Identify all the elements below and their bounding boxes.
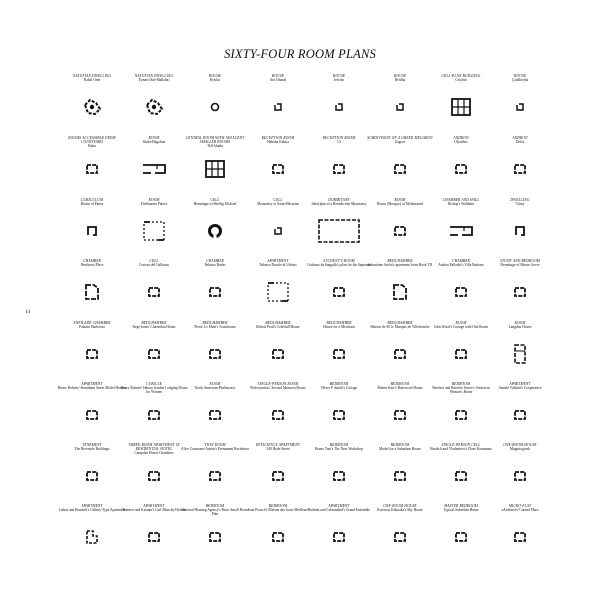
room-source-caption: The Riverside Buildings: [74, 447, 110, 452]
room-type-label: BEDROOM: [451, 382, 471, 386]
room-type-label: EFFICIENCY APARTMENT: [255, 443, 301, 447]
floor-plan-icon: [334, 102, 344, 112]
floor-plan-icon: [393, 470, 407, 482]
room-type-label: APARTMENT: [509, 382, 531, 386]
room-plan-entry: [365, 321, 435, 329]
room-type-label: STUDY AND BEDROOM: [500, 259, 540, 263]
room-source-caption: Henry Roberts' Hatton Garden Lodging House for Women: [120, 386, 188, 395]
room-source-caption: xArchitects' Carmel Place: [501, 508, 539, 513]
room-type-label: MASTER BEDROOM: [444, 504, 478, 508]
room-source-caption: Fishbourne Palace: [140, 202, 168, 207]
room-type-label: ROOM: [148, 136, 160, 140]
room-type-label: NATUFIAN DWELLING: [134, 74, 174, 78]
room-type-label: HOUSE: [208, 74, 222, 78]
floor-plan-icon: [454, 470, 468, 482]
floor-plan-icon: [204, 159, 226, 179]
room-type-label: ROOM: [209, 382, 221, 386]
room-plan-entry: [243, 504, 313, 512]
room-source-caption: Perfectionists' Second Mansion House: [250, 386, 306, 391]
room-source-caption: Bordich and Vladimirov's Dom-Kommuna: [430, 447, 492, 452]
floor-plan-icon: [332, 531, 346, 543]
room-type-label: ANDRON: [453, 136, 469, 140]
room-type-label: SINGLE-PERSON CELL: [441, 443, 481, 447]
room-plan-entry: [243, 259, 313, 267]
room-source-caption: Penshurst Place: [80, 263, 104, 268]
floor-plan-icon: [271, 409, 285, 421]
floor-plan-icon: [147, 531, 161, 543]
room-type-label: HOUSE: [332, 74, 346, 78]
floor-plan-icon: [85, 348, 99, 360]
room-source-caption: Typical Suburban Home: [443, 508, 479, 513]
room-type-label: CHAMBER: [83, 259, 101, 263]
floor-plan-icon: [143, 97, 165, 117]
floor-plan-icon: [391, 282, 409, 302]
room-source-caption: Shahr-Hagoltan: [142, 140, 166, 145]
room-plan-entry: [119, 198, 189, 206]
floor-plan-icon: [448, 225, 474, 237]
floor-plan-icon: [208, 531, 222, 543]
room-source-caption: Alice Constance Austin's Permanent Residence: [181, 447, 249, 452]
floor-plan-icon: [454, 348, 468, 360]
room-plan-entry: [365, 259, 435, 267]
floor-plan-icon: [450, 97, 472, 117]
room-source-caption: Teemrer and Kastner's Carl Munchy Houses: [122, 508, 186, 513]
room-plan-entry: [57, 198, 127, 206]
room-plan-entry: [180, 382, 250, 390]
room-type-label: APARTMENT: [81, 382, 103, 386]
room-source-caption: House (Mosque) of Mohammed: [376, 202, 424, 207]
room-source-caption: Zagora: [394, 140, 406, 145]
room-source-caption: Bodiam and Lebrandard's Grand Ensemble: [308, 508, 370, 513]
room-plan-entry: [243, 382, 313, 390]
room-source-caption: Giuliano da Sangallo's plan for the Sapienza: [307, 263, 371, 268]
floor-plan-icon: [85, 225, 99, 237]
floor-plan-icon: [332, 409, 346, 421]
room-type-label: HOUSE: [393, 74, 407, 78]
floor-plan-icon: [266, 281, 290, 303]
room-plan-entry: [57, 321, 127, 329]
room-plan-entry: [485, 382, 555, 390]
floor-plan-icon: [208, 348, 222, 360]
room-source-caption: House for a Merchant: [323, 325, 355, 330]
room-plan-entry: [485, 198, 555, 206]
floor-plan-icon: [147, 286, 161, 298]
room-plan-entry: [243, 443, 313, 451]
floor-plan-icon: [513, 343, 527, 365]
room-plan-entry: [57, 136, 127, 148]
room-plan-entry: [243, 136, 313, 144]
room-source-caption: Bruno Taut's The New Workshop: [315, 447, 363, 452]
floor-plan-icon: [147, 348, 161, 360]
room-type-label: BEDROOM: [329, 443, 349, 447]
room-source-caption: Jericho: [333, 78, 345, 83]
floor-plan-icon: [513, 225, 527, 237]
room-source-caption: 340 Hyde Street: [266, 447, 290, 452]
room-plan-entry: [485, 259, 555, 267]
room-type-label: BEDCHAMBER: [141, 321, 167, 325]
floor-plan-icon: [454, 409, 468, 421]
floor-plan-icon: [85, 529, 99, 545]
room-type-label: BEDCHAMBER: [202, 321, 228, 325]
room-source-caption: Langdon House: [508, 325, 532, 330]
floor-plan-icon: [515, 102, 525, 112]
room-type-label: CELL: [210, 198, 220, 202]
room-type-label: ROOM: [514, 321, 526, 325]
room-plan-entry: [119, 504, 189, 512]
room-type-label: ROOMS ACCESSIBLE FROM COURTYARD: [68, 136, 116, 145]
room-source-caption: House of Pansa: [80, 202, 104, 207]
floor-plan-icon: [513, 409, 527, 421]
floor-plan-icon: [208, 286, 222, 298]
floor-plan-icon: [393, 225, 407, 237]
room-type-label: APARTMENT: [328, 504, 350, 508]
room-plan-entry: [243, 321, 313, 329]
floor-plan-icon: [317, 218, 361, 244]
room-plan-entry: [119, 443, 189, 455]
floor-plan-icon: [513, 531, 527, 543]
room-plan-entry: [365, 504, 435, 512]
floor-plan-icon: [85, 409, 99, 421]
room-type-label: CHAMBER AND HALL: [442, 198, 480, 202]
floor-plan-icon: [141, 163, 167, 175]
room-plan-entry: [485, 443, 555, 451]
floor-plan-icon: [210, 102, 220, 112]
room-type-label: NATUFIAN DWELLING: [72, 74, 112, 78]
room-source-caption: Amedé Vaillant's Cooperative: [498, 386, 542, 391]
room-type-label: ONE-ROOM HOUSE: [503, 443, 537, 447]
room-type-label: RECEPTION ROOM: [261, 136, 295, 140]
room-plan-entry: [485, 74, 555, 82]
floor-plan-icon: [271, 531, 285, 543]
room-plan-entry: [243, 198, 313, 206]
floor-plan-icon: [393, 348, 407, 360]
room-source-caption: Beecher and Beecher Stowe's American Woman's Home: [432, 386, 490, 395]
room-source-caption: Nahal Oren: [83, 78, 101, 83]
room-source-caption: Cluny: [515, 202, 525, 207]
room-type-label: BEDROOM: [329, 382, 349, 386]
room-type-label: CUBICULUM: [80, 198, 104, 202]
room-source-caption: Lothar and Bondich's Gallery-Type Apartment: [58, 508, 126, 513]
room-plan-entry: [119, 74, 189, 82]
floor-plan-icon: [393, 409, 407, 421]
room-plan-entry: [304, 504, 374, 512]
room-type-label: ROOM: [455, 321, 467, 325]
room-source-caption: Tell Abada: [207, 144, 223, 149]
room-source-caption: Pierre Le Muet's Townhouse: [194, 325, 236, 330]
floor-plan-icon: [147, 409, 161, 421]
room-source-caption: Certosa del Galluzzo: [138, 263, 170, 268]
room-type-label: SUBDIVISION OF A GREEK MEGARON: [367, 136, 433, 140]
room-plan-entry: [119, 136, 189, 144]
room-plan-entry: [57, 259, 127, 267]
room-type-label: ROOM: [394, 198, 406, 202]
room-source-caption: Beidha: [394, 78, 406, 83]
room-type-label: CELL: [149, 259, 159, 263]
room-type-label: ONE-ROOM HOUSE: [383, 504, 417, 508]
room-type-label: CENTRAL ROOM WITH ADJACENT SMALLER ROOMS: [185, 136, 245, 145]
room-source-caption: Bishop's Waltham: [448, 202, 474, 207]
room-plan-entry: [365, 198, 435, 206]
room-type-label: BEDCHAMBER: [387, 321, 413, 325]
room-type-label: CELL-PLAN BUILDING: [441, 74, 481, 78]
room-source-caption: Olynthus: [454, 140, 468, 145]
room-type-label: TENEMENT: [82, 443, 102, 447]
floor-plan-icon: [271, 163, 285, 175]
room-type-label: BEDROOM: [390, 443, 410, 447]
room-source-caption: Byblos: [209, 78, 221, 83]
room-source-caption: Kiyonori Kikutake's Sky House: [377, 508, 423, 513]
floor-plan-icon: [142, 220, 166, 242]
floor-plan-icon: [271, 470, 285, 482]
floor-plan-icon: [332, 286, 346, 298]
room-type-label: BEDROOM: [205, 504, 225, 508]
room-source-caption: Ur: [337, 140, 341, 145]
room-plan-entry: [304, 259, 374, 267]
floor-plan-icon: [393, 163, 407, 175]
room-source-caption: Magnitogorsk: [509, 447, 531, 452]
room-plan-entry: [57, 382, 127, 390]
floor-plan-icon: [208, 409, 222, 421]
room-plan-entry: [485, 136, 555, 144]
room-type-label: APARTMENT: [267, 259, 289, 263]
room-type-label: BEDROOM: [390, 382, 410, 386]
room-plan-entry: [304, 74, 374, 82]
room-plan-entry: [365, 136, 435, 144]
floor-plan-icon: [395, 102, 405, 112]
room-type-label: ROOM: [148, 198, 160, 202]
room-source-caption: Oliver P. Smith's Cottage: [320, 386, 358, 391]
room-plan-entry: [243, 74, 313, 82]
room-plan-entry: [180, 74, 250, 82]
room-plan-entry: [304, 198, 374, 206]
room-type-label: TWIN ROOM: [204, 443, 226, 447]
floor-plan-icon: [393, 531, 407, 543]
room-plan-entry: [304, 443, 374, 451]
floor-plan-icon: [85, 163, 99, 175]
room-type-label: APARTMENT: [81, 504, 103, 508]
floor-plan-icon: [85, 470, 99, 482]
room-source-caption: Henry Roberts' Streatham Street Model Houses: [57, 386, 127, 391]
room-source-caption: Habuba Kabira: [267, 140, 289, 145]
room-plan-entry: [304, 321, 374, 329]
room-plan-entry: [180, 198, 250, 206]
room-source-caption: National Housing Agency's Basic Small House Plan: [181, 508, 249, 517]
room-plan-entry: [57, 74, 127, 82]
room-type-label: CHAMBER: [206, 259, 224, 263]
room-source-caption: Çatalhöyük: [511, 78, 529, 83]
floor-plan-icon: [513, 286, 527, 298]
room-plan-entry: [119, 259, 189, 267]
room-type-label: DWELLING: [510, 198, 530, 202]
room-source-caption: Maison de M. le Marquis de Villefranche: [370, 325, 430, 330]
room-source-caption: Eynan (Ain-Mallaha): [138, 78, 170, 83]
room-type-label: MICRO-FLAT: [508, 504, 532, 508]
room-plan-entry: [57, 443, 127, 451]
room-source-caption: Delos: [515, 140, 525, 145]
room-source-caption: Palazzo Barbo: [204, 263, 226, 268]
floor-plan-icon: [207, 223, 223, 239]
room-plan-entry: [304, 382, 374, 390]
room-type-label: ENFILADE CHAMBER: [73, 321, 111, 325]
floor-plan-icon: [147, 470, 161, 482]
room-type-label: CELL: [273, 198, 283, 202]
room-plan-entry: [485, 504, 555, 512]
room-plan-entry: [365, 443, 435, 451]
floor-plan-icon: [454, 163, 468, 175]
room-source-caption: Campden House Chambers: [134, 451, 174, 456]
floor-plan-icon: [513, 470, 527, 482]
room-type-label: THREE-ROOM APARTMENT IN RESIDENTIAL HOTEL: [128, 443, 180, 452]
room-source-caption: Sirge Jones' Clarendon House: [132, 325, 176, 330]
room-source-caption: Ratta: [88, 144, 96, 149]
room-type-label: RECEPTION ROOM: [322, 136, 356, 140]
room-plan-entry: [57, 504, 127, 512]
room-plan-entry: [180, 504, 250, 516]
room-source-caption: Robert Pratt's Coleshill House: [256, 325, 300, 330]
room-type-label: BEDCHAMBER: [265, 321, 291, 325]
room-plan-entry: [119, 321, 189, 329]
room-plan-entry: [180, 259, 250, 267]
room-type-label: BEDCHAMBER: [326, 321, 352, 325]
room-type-label: CHAMBER: [452, 259, 470, 263]
room-source-caption: North American Phalanstery: [194, 386, 236, 391]
floor-plan-icon: [273, 226, 283, 236]
room-source-caption: Monastery of Saint Macarius: [257, 202, 299, 207]
room-source-caption: Jean Prouvé's Maison des Jours Meilleurs: [247, 508, 309, 513]
room-source-caption: Ain Ghazal: [269, 78, 287, 83]
floor-plan-icon: [332, 470, 346, 482]
room-plan-entry: [180, 321, 250, 329]
room-source-caption: Robert Kerr's Bearwood House: [377, 386, 423, 391]
page-number: 14: [25, 310, 30, 315]
floor-plan-icon: [81, 97, 103, 117]
floor-plan-icon: [208, 470, 222, 482]
room-plan-entry: [180, 443, 250, 451]
room-source-caption: Cayönü: [455, 78, 467, 83]
room-plan-entry: [485, 321, 555, 329]
room-source-caption: John Wood's Cottage with One Room: [433, 325, 489, 330]
room-type-label: HOUSE: [513, 74, 527, 78]
floor-plan-icon: [454, 286, 468, 298]
room-type-label: HOUSE: [271, 74, 285, 78]
room-plan-entry: [180, 136, 250, 148]
room-source-caption: Sebastiano Serlio's apartment from Book VII: [367, 263, 433, 268]
floor-plan-icon: [454, 531, 468, 543]
room-type-label: BEDCHAMBER: [387, 259, 413, 263]
room-type-label: SINGLE-PERSON ROOM: [257, 382, 299, 386]
floor-plan-icon: [513, 163, 527, 175]
room-source-caption: Andrea Palladio's Villa Barbaro: [438, 263, 484, 268]
room-type-label: BEDROOM: [268, 504, 288, 508]
room-type-label: ANDRON: [512, 136, 528, 140]
room-source-caption: Hermitage of Monte Grove: [500, 263, 540, 268]
room-source-caption: Ideal plan of a Benedictine Monastery: [311, 202, 367, 207]
floor-plan-icon: [83, 282, 101, 302]
room-type-label: DORMITORY: [328, 198, 350, 202]
room-type-label: APARTMENT: [143, 504, 165, 508]
room-source-caption: Model for a Suburban House: [379, 447, 421, 452]
room-plan-entry: [365, 382, 435, 390]
room-type-label: CUBICLE: [145, 382, 163, 386]
room-source-caption: Hermitage of Skellig Michael: [193, 202, 237, 207]
room-plan-entry: [365, 74, 435, 82]
room-plan-entry: [304, 136, 374, 144]
room-source-caption: Palazzo Barberini: [79, 325, 105, 330]
floor-plan-icon: [332, 163, 346, 175]
room-plan-entry: [119, 382, 189, 394]
page-title: SIXTY-FOUR ROOM PLANS: [224, 47, 376, 61]
floor-plan-icon: [273, 102, 283, 112]
floor-plan-icon: [271, 348, 285, 360]
room-source-caption: Palazzo Ducale di Urbino: [259, 263, 297, 268]
floor-plan-icon: [332, 348, 346, 360]
room-type-label: STUDENT'S ROOM: [323, 259, 355, 263]
